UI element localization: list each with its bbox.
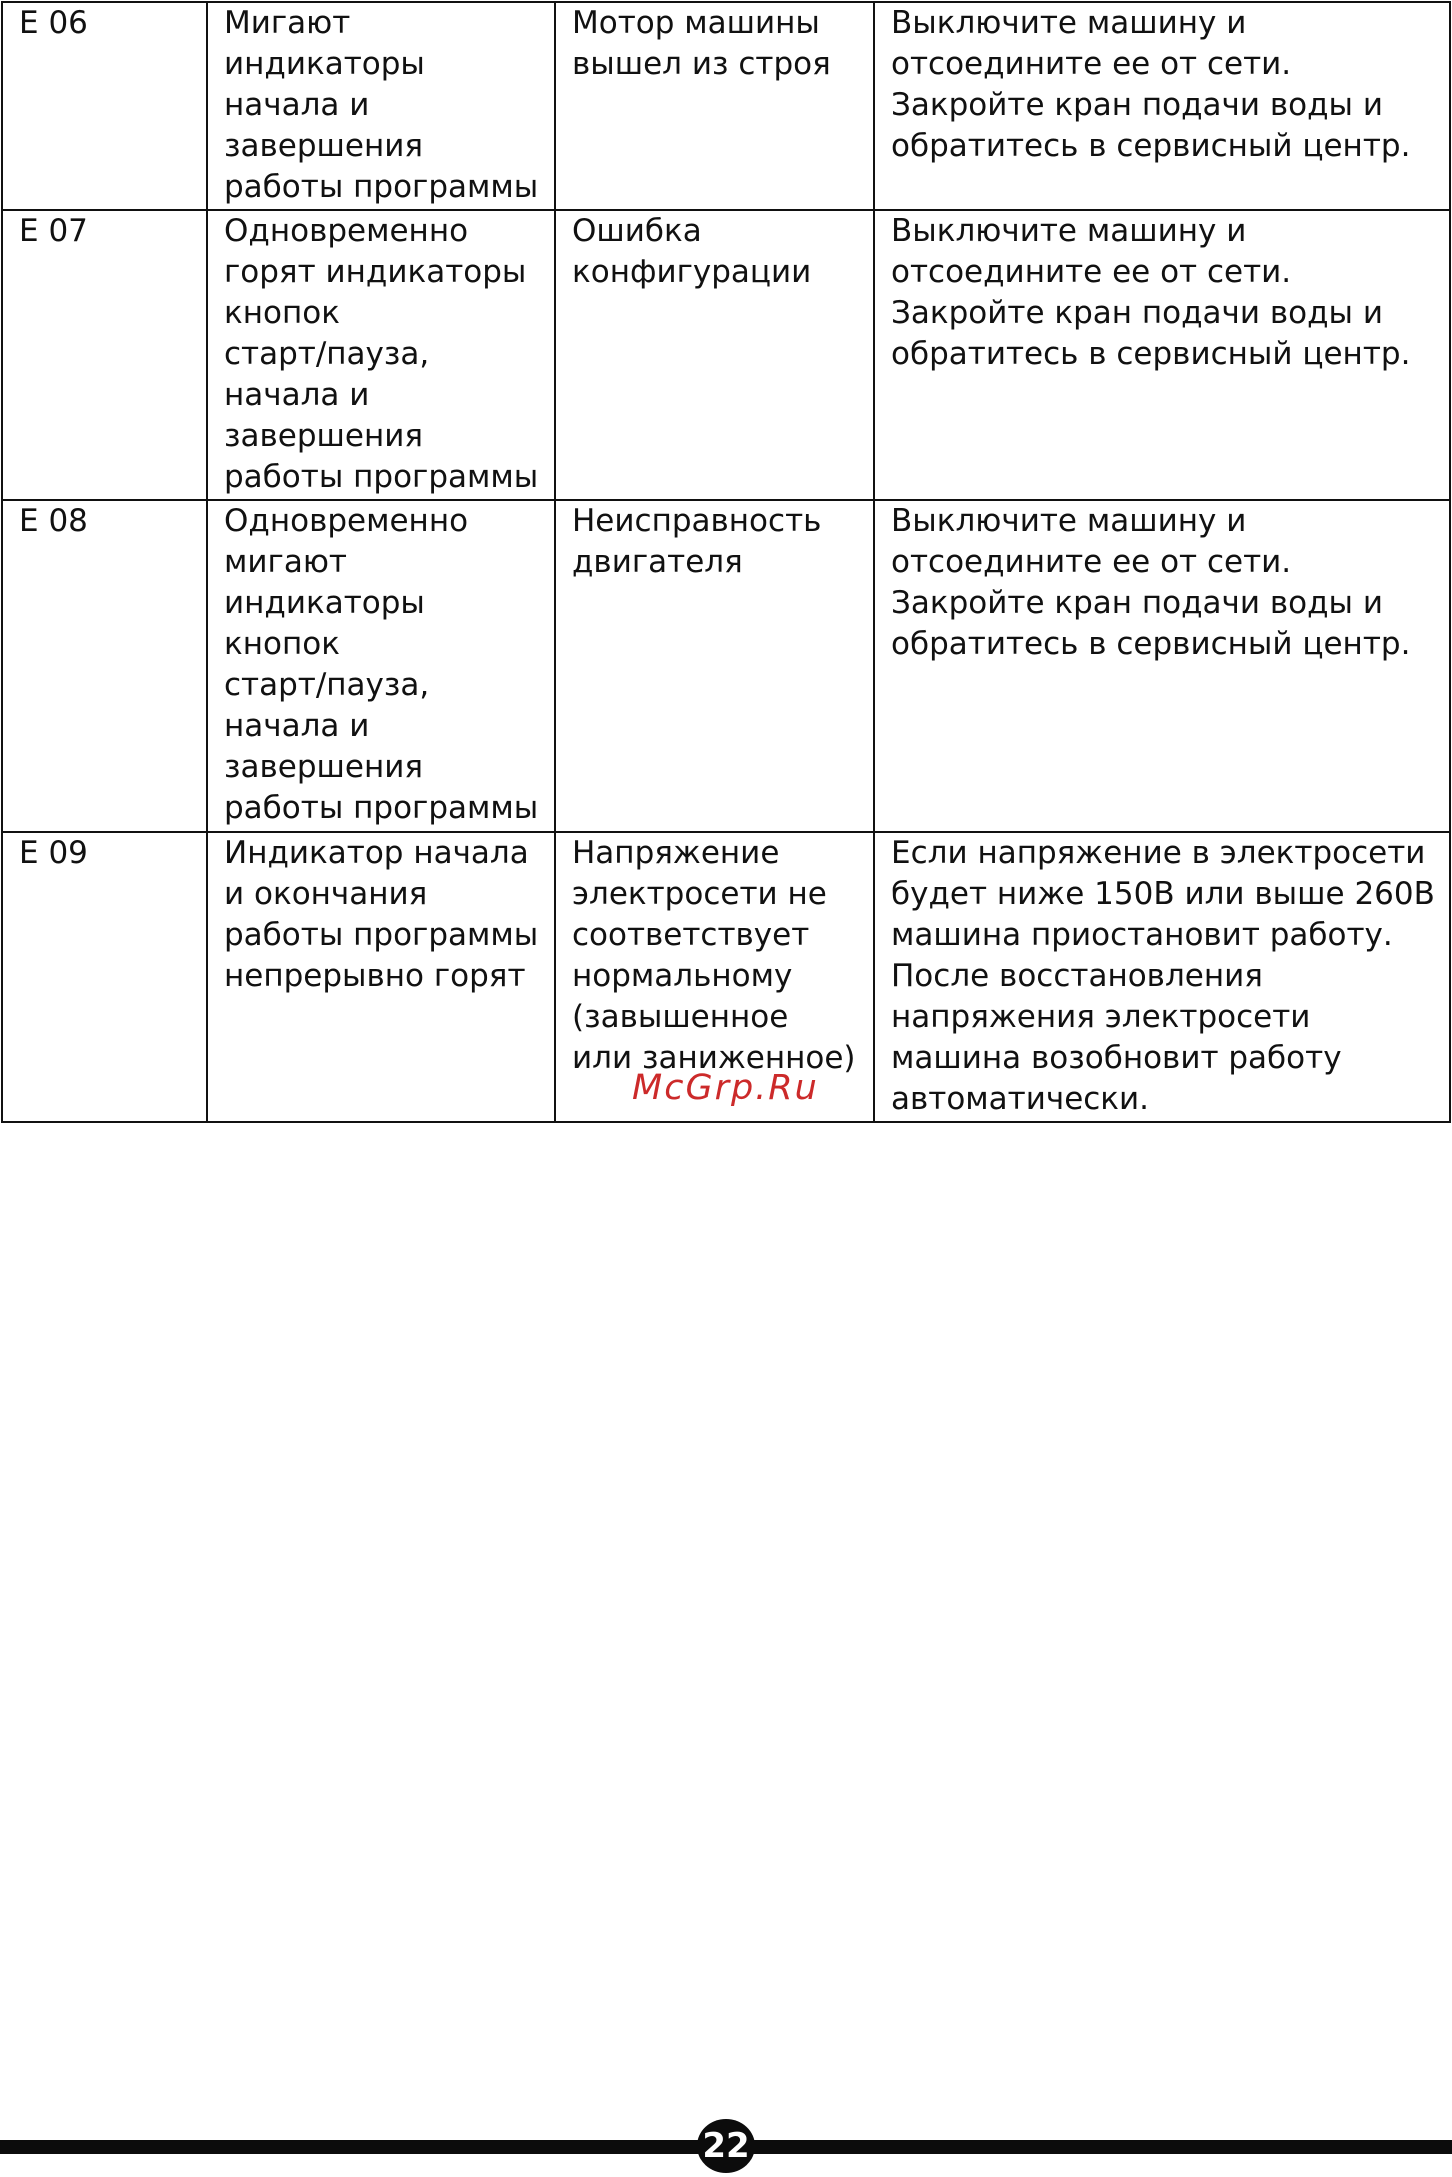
indication-cell: Индикатор начала и окончания работы программы непрерывно горят: [207, 832, 555, 1122]
page-number: 22: [697, 2119, 755, 2173]
error-codes-table: [1, 1, 1451, 1123]
indication-cell: Одновременно мигают индикаторы кнопок старт/пауза, начала и завершения работы программы: [207, 500, 555, 832]
solution-cell: Если напряжение в электросети будет ниже 150В или выше 260В машина приостановит работу. После восстановления напряжения электросети машина возобновит работу автоматически.: [874, 832, 1450, 1122]
watermark: McGrp.Ru: [632, 1068, 819, 1108]
table-row: [2, 2, 1450, 210]
cause-cell: Неисправность двигателя: [555, 500, 874, 832]
solution-cell: Выключите машину и отсоедините ее от сети. Закройте кран подачи воды и обратитесь в сервисный центр.: [874, 2, 1450, 210]
cause-cell: Мотор машины вышел из строя: [555, 2, 874, 210]
error-code-cell: E 07: [2, 210, 207, 500]
cause-cell: Ошибка конфигурации: [555, 210, 874, 500]
table-row: [2, 210, 1450, 500]
indication-cell: Одновременно горят индикаторы кнопок старт/пауза, начала и завершения работы программы: [207, 210, 555, 500]
indication-cell: Мигают индикаторы начала и завершения работы программы: [207, 2, 555, 210]
solution-cell: Выключите машину и отсоедините ее от сети. Закройте кран подачи воды и обратитесь в сервисный центр.: [874, 210, 1450, 500]
table-row: [2, 500, 1450, 832]
cause-cell: Напряжение электросети не соответствует нормальному (завышенное или заниженное): [555, 832, 874, 1122]
error-code-cell: E 06: [2, 2, 207, 210]
solution-cell: Выключите машину и отсоедините ее от сети. Закройте кран подачи воды и обратитесь в сервисный центр.: [874, 500, 1450, 832]
error-code-cell: E 08: [2, 500, 207, 832]
error-code-cell: E 09: [2, 832, 207, 1122]
